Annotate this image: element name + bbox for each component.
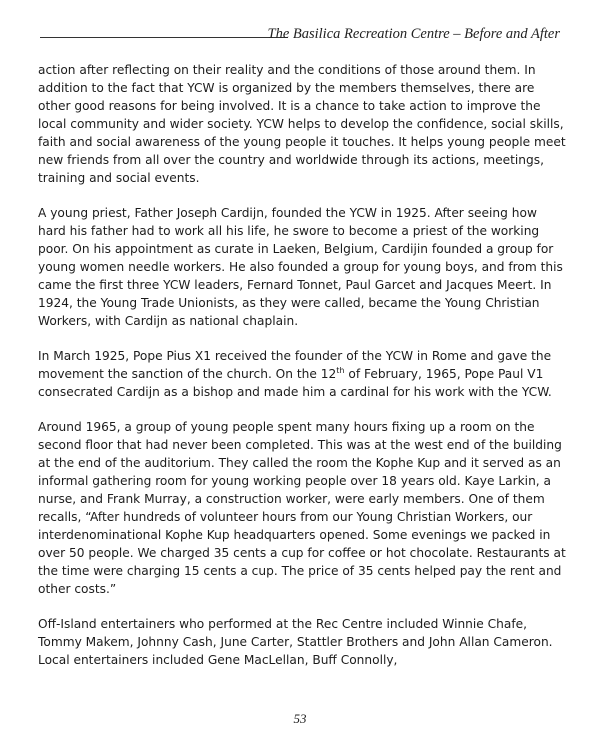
paragraph-kophe-kup: Around 1965, a group of young people spent many hours fixing up a room on the second floor that had never been completed. This was at the west end of the building at the end of the auditorium. They called the room the Kophe Kup and it served as an informal gathering room for young working people over 18 years old. Kaye Larkin, a nurse, and Frank Murray, a construction worker, were early members. One of them recalls, “After hundreds of volunteer hours from our Young Christian Workers, our interdenominational Kophe Kup headquarters opened. Some evenings we packed in over 50 people. We charged 35 cents a cup for coffee or hot chocolate. Restaurants at the time were charging 15 cents a cup. The price of 35 cents helped pay the rent and other costs.”	[38, 420, 566, 596]
body-text	[38, 61, 568, 686]
page-number: 53	[293, 711, 307, 726]
ordinal-superscript: th	[336, 365, 345, 375]
paragraph-text-part: In March 1925, Pope Pius X1 received the founder of the YCW in Rome and gave the movement the sanction of the church. On the 12	[38, 349, 552, 381]
header-rule	[40, 37, 288, 38]
paragraph-ycw-involvement: action after reflecting on their reality and the conditions of those around them. In addition to the fact that YCW is organized by the members themselves, there are other good reasons for being involved. It is a chance to take action to improve the local community and wider society. YCW helps to develop the confidence, social skills, faith and social awareness of the young people it touches. It helps young people meet new friends from all over the country and worldwide through its actions, meetings, training and social events.	[38, 63, 566, 185]
paragraph-entertainers: Off-Island entertainers who performed at the Rec Centre included Winnie Chafe, Tommy Makem, Johnny Cash, June Carter, Stattler Brothers and John Allan Cameron. Local entertainers included Gene MacLellan, Buff Connolly,	[38, 617, 553, 667]
paragraph-cardijn-founding: A young priest, Father Joseph Cardijn, founded the YCW in 1925. After seeing how hard his father had to work all his life, he swore to become a priest of the working poor. On his appointment as curate in Laeken, Belgium, Cardijin founded a group for young women needle workers. He also founded a group for young boys, and from this came the first three YCW leaders, Fernard Tonnet, Paul Garcet and Jacques Meert. In 1924, the Young Trade Unionists, as they were called, became the Young Christian Workers, with Cardijn as national chaplain.	[38, 206, 563, 328]
page-header	[0, 22, 600, 48]
paragraph-papal-sanction	[38, 347, 568, 401]
paragraph-text-part: of February, 1965, Pope Paul V1 consecrated Cardijn as a bishop and made him a cardinal for his work with the YCW.	[38, 367, 552, 399]
running-header-title: The Basilica Recreation Centre – Before and After	[267, 26, 560, 42]
